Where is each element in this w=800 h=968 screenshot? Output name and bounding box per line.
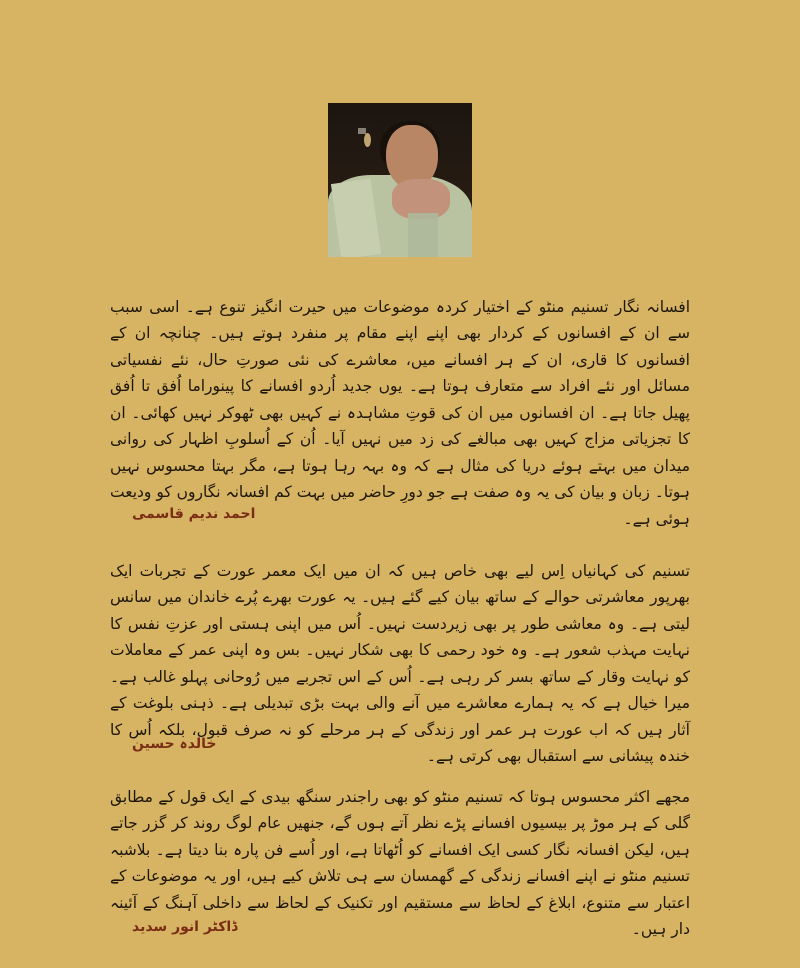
review-author: خالدہ حسین: [132, 736, 217, 752]
background-light: [364, 133, 371, 147]
review-paragraph: تسنیم کی کہانیاں اِس لیے بھی خاص ہیں کہ ان میں ایک معمر عورت کے تجربات ایک بھرپور معاشرتی حوالے کے ساتھ بیان کیے گئے ہیں۔ یہ عورت بھرے پُرے خاندان میں سانس لیتی ہے۔ وہ معاشی طور پر بھی زیردست نہیں۔ اُس میں اپنی ہستی اور عزتِ نفس کا نہایت مہذب شعور ہے۔ وہ خود رحمی کا بھی شکار نہیں۔ بس وہ اپنی عمر کے معاملات کو نہایت وقار کے ساتھ بسر کر رہی ہے۔ اُس کے اس تجربے میں رُوحانی پہلو غالب ہے۔ میرا خیال ہے کہ یہ ہمارے معاشرے میں آنے والی بہت بڑی تبدیلی ہے۔ ذہنی بلوغت کے آثار ہیں کہ اب عورت ہر عمر اور زندگی کے ہر مرحلے کو نہ صرف قبول، بلکہ اُس کا خندہ پیشانی سے استقبال بھی کرتی ہے۔: [110, 561, 690, 765]
portrait-glass: [408, 213, 438, 257]
review-author: ڈاکٹر انور سدید: [132, 919, 238, 935]
review-paragraph: مجھے اکثر محسوس ہوتا کہ تسنیم منٹو کو بھی راجندر سنگھ بیدی کے ایک قول کے مطابق گلی کے ہر موڑ پر بیسیوں افسانے پڑے نظر آتے ہوں گے، جنھیں عام لوگ روند کر گزر جاتے ہیں، لیکن افسانہ نگار کسی ایک افسانے کو اُٹھاتا ہے، اور اُسے فن پارہ بنا دیتا ہے۔ بلاشبہ تسنیم منٹو نے اپنے افسانے زندگی کے گھمسان سے ہی تلاش کیے ہیں، اور یہ موضوعات کے اعتبار سے متنوع، ابلاغ کے لحاظ سے مستقیم اور تکنیک کے لحاظ سے داخلی آہنگ کے آئینہ دار ہیں۔: [110, 787, 690, 938]
author-portrait-photo: [328, 103, 472, 257]
review-paragraph: افسانہ نگار تسنیم منٹو کے اختیار کردہ موضوعات میں حیرت انگیز تنوع ہے۔ اسی سبب سے ان کے افسانوں کے کردار بھی اپنے اپنے مقام پر منفرد ہوتے ہیں۔ چنانچہ ان کے افسانوں کا قاری، ان کے ہر افسانے میں، معاشرے کی نئی صورتِ حال، نئے نفسیاتی مسائل اور نئے افراد سے متعارف ہوتا ہے۔ یوں جدید اُردو افسانے کا پینوراما اُفق تا اُفق پھیل جاتا ہے۔ ان افسانوں میں ان کی قوتِ مشاہدہ نے کہیں بھی ٹھوکر نہیں کھائی۔ ان کا تجزیاتی مزاج کہیں بھی مبالغے کی زد میں نہیں آیا۔ اُن کے اُسلوبِ اظہار کی روانی میدان میں بہتے ہوئے دریا کی مثال ہے کہ وہ بہہ رہا ہوتا ہے، مگر بہتا محسوس نہیں ہوتا۔ زبان و بیان کی یہ وہ صفت ہے جو دورِ حاضر میں بہت کم افسانہ نگاروں کو ودیعت ہوئی ہے۔: [110, 297, 690, 528]
review-author: احمد ندیم قاسمی: [132, 506, 256, 522]
